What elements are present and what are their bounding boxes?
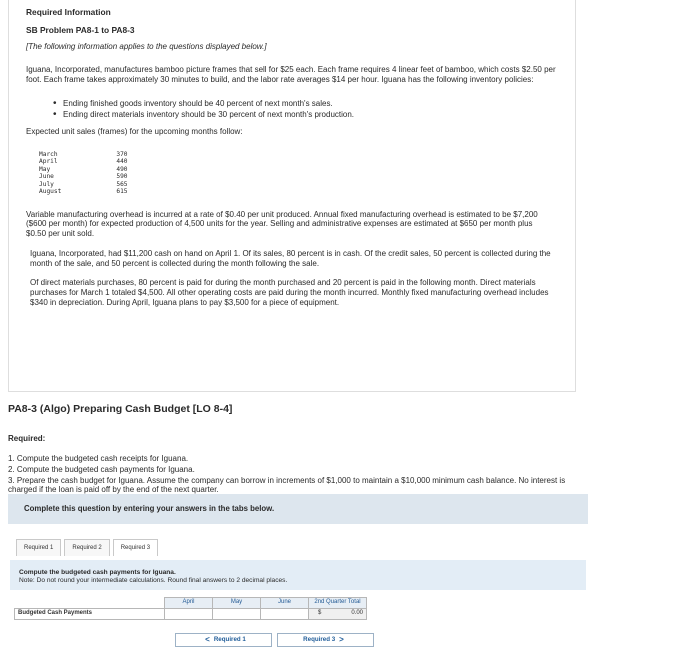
chevron-left-icon: < — [205, 635, 210, 645]
cash-paragraph: Iguana, Incorporated, had $11,200 cash on hand on April 1. Of its sales, 80 percent is in cash. Of the credit sales, 50 percent is collected during the month of the sale, and 50 percent is collected during the month following the sale. — [30, 248, 551, 268]
info-note: [The following information applies to the questions displayed below.] — [26, 41, 267, 51]
problem-title: SB Problem PA8-1 to PA8-3 — [26, 25, 135, 36]
april-input[interactable] — [165, 609, 213, 620]
requirement-item: 2. Compute the budgeted cash payments for Iguana. — [8, 464, 195, 474]
materials-paragraph: Of direct materials purchases, 80 percent is paid for during the month purchased and 20 percent is paid in the following month. Direct materials purchases for March 1 totaled $4,500. All other operating costs are paid during the month incurred. Monthly fixed manufacturing overhead includes $340 in depreciation. During April, Iguana plans to pay $3,500 for a piece of equipment. — [30, 278, 549, 307]
may-input[interactable] — [213, 609, 261, 620]
policy-item: • Ending finished goods inventory should be 40 percent of next month's sales. — [53, 99, 559, 109]
table-row — [15, 609, 367, 620]
table-row — [39, 188, 128, 195]
units-cell: 440 — [116, 158, 128, 166]
units-cell: 490 — [116, 165, 128, 173]
next-required-button[interactable] — [277, 633, 374, 647]
requirements-list — [8, 454, 588, 496]
month-cell: August — [39, 188, 62, 196]
question-panel — [10, 560, 586, 590]
blank-header — [15, 598, 165, 609]
month-cell: April — [39, 158, 58, 166]
expected-sales-label: Expected unit sales (frames) for the upcoming months follow: — [26, 127, 243, 137]
june-input[interactable] — [261, 609, 309, 620]
prev-label: Required 1 — [213, 636, 246, 644]
tab-required-3[interactable]: Required 3 — [113, 539, 158, 556]
header-june: June — [261, 598, 309, 609]
table-row — [39, 181, 128, 188]
chevron-right-icon: > — [339, 635, 344, 645]
month-cell: March — [39, 151, 58, 158]
intro-paragraph: Iguana, Incorporated, manufactures bamboo picture frames that sell for $25 each. Each frame requires 4 linear feet of bamboo, which costs $2.50 per foot. Each frame takes approximately 30 minutes to build, and the labor rate averages $14 per hour. Iguana has the following inventory policies: — [26, 65, 556, 84]
required-information-heading: Required Information — [26, 7, 111, 17]
question-note: Note: Do not round your intermediate calculations. Round final answers to 2 decimal places. — [19, 577, 288, 585]
table-row — [39, 173, 128, 180]
month-cell: June — [39, 173, 54, 181]
quarter-total-value — [309, 609, 367, 620]
units-cell: 370 — [116, 151, 128, 158]
requirement-item: 1. Compute the budgeted cash receipts for Iguana. — [8, 454, 189, 463]
requirement-tabs — [16, 539, 161, 556]
units-cell: 565 — [116, 180, 128, 188]
currency-symbol: $ — [318, 610, 322, 617]
cash-payments-table — [14, 597, 367, 620]
table-header-row — [15, 598, 367, 609]
policy-list — [53, 99, 559, 120]
units-cell: 615 — [116, 188, 128, 196]
requirement-item: 3. Prepare the cash budget for Iguana. Assume the company can borrow in increments of $1,000 to maintain a $10,000 minimum cash balance. No interest is charged if the loan is paid off by the end of the next quarter. — [8, 475, 566, 495]
tab-required-1[interactable]: Required 1 — [16, 539, 61, 556]
table-row — [39, 166, 128, 173]
month-cell: May — [39, 165, 51, 173]
units-cell: 590 — [116, 173, 128, 181]
total-amount: 0.00 — [351, 610, 363, 617]
row-label: Budgeted Cash Payments — [15, 609, 165, 620]
instruction-banner: Complete this question by entering your answers in the tabs below. — [8, 494, 588, 524]
header-quarter-total: 2nd Quarter Total — [309, 598, 367, 609]
header-may: May — [213, 598, 261, 609]
problem-heading: PA8-3 (Algo) Preparing Cash Budget [LO 8-4] — [8, 403, 233, 415]
table-row — [39, 151, 128, 158]
month-cell: July — [39, 180, 54, 188]
prev-required-button[interactable] — [175, 633, 272, 647]
question-text: Compute the budgeted cash payments for Iguana. — [19, 569, 176, 576]
table-row — [39, 158, 128, 165]
info-panel — [8, 0, 576, 392]
required-label: Required: — [8, 434, 46, 443]
header-april: April — [165, 598, 213, 609]
next-label: Required 3 — [303, 636, 336, 644]
policy-item: • Ending direct materials inventory should be 30 percent of next month's production. — [53, 110, 559, 120]
unit-sales-table — [39, 151, 128, 196]
overhead-paragraph: Variable manufacturing overhead is incurred at a rate of $0.40 per unit produced. Annual fixed manufacturing overhead is estimated to be $7,200 ($600 per month) for expected production of 4,500 units for the year. Selling and administrative expenses are estimated at $650 per month plus $0.50 per unit sold. — [26, 209, 538, 239]
tab-required-2[interactable]: Required 2 — [64, 539, 109, 556]
